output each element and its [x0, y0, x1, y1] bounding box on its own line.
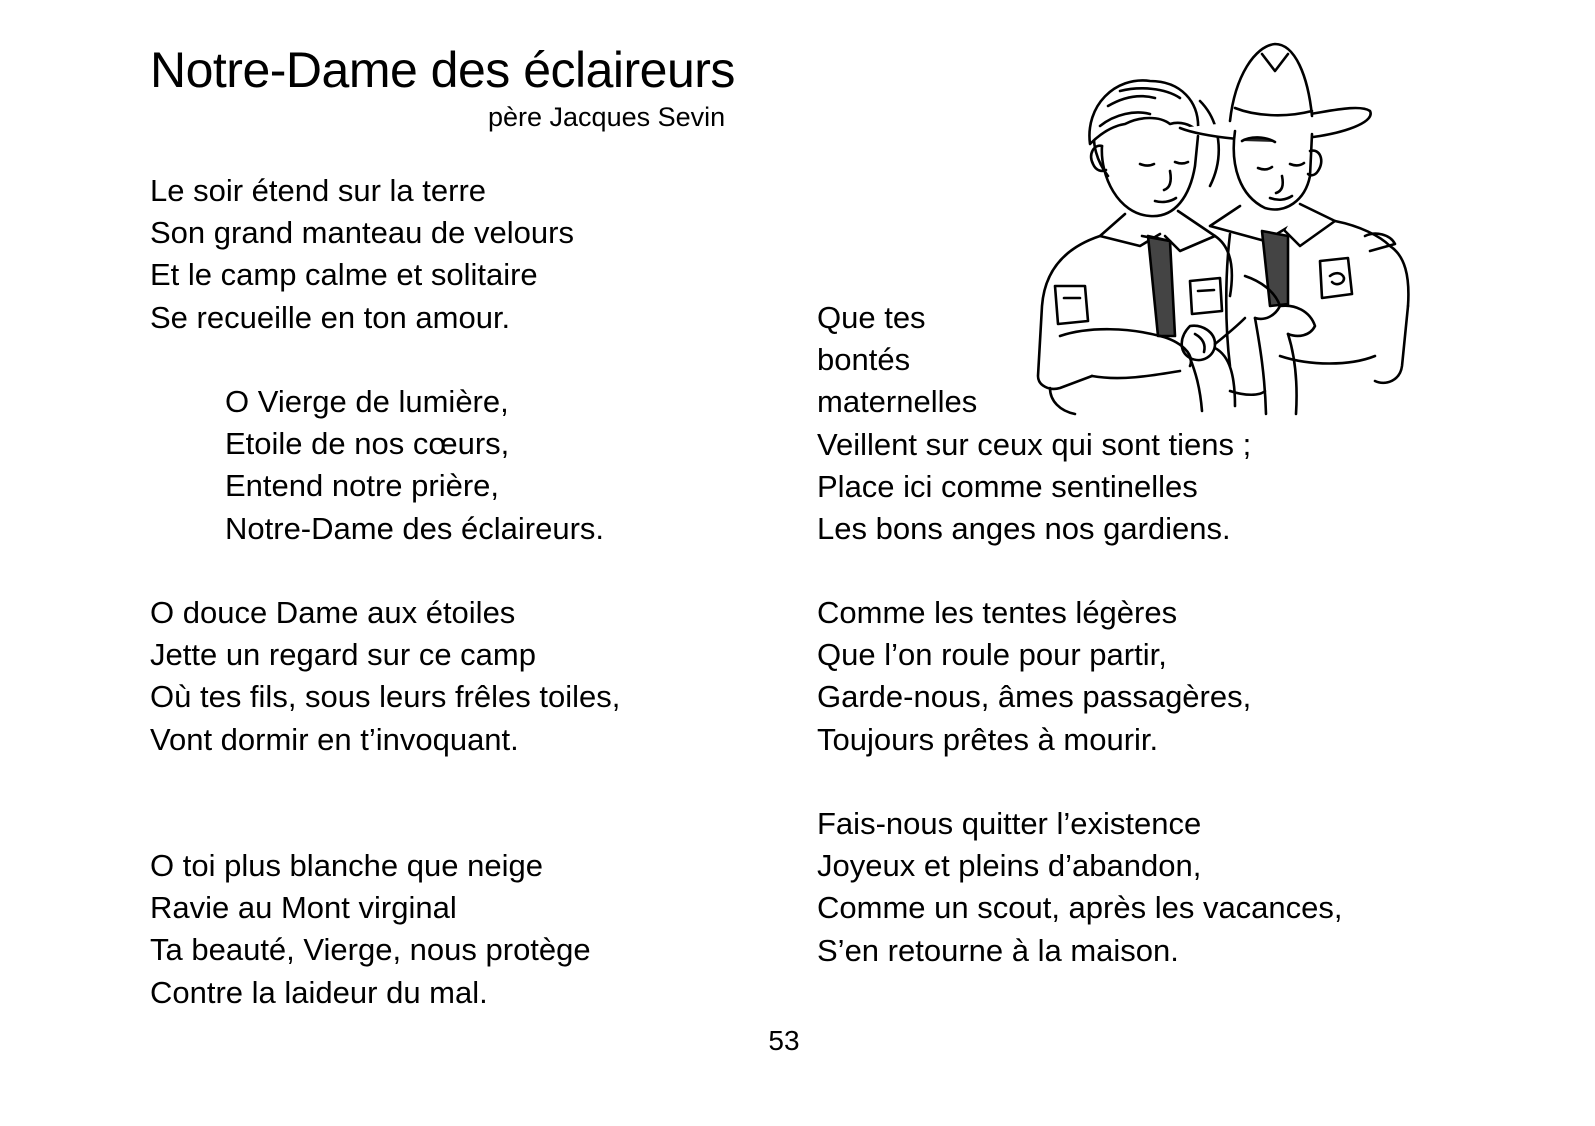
verse-line: Toujours prêtes à mourir.: [817, 721, 1159, 757]
verse-line: O Vierge de lumière,: [225, 384, 509, 419]
verse-line: S’en retourne à la maison.: [817, 932, 1179, 968]
verse-line: bontés: [817, 342, 911, 378]
verse-line: Jette un regard sur ce camp: [150, 637, 536, 673]
scouts-illustration: [1030, 36, 1420, 421]
verse-line: Où tes fils, sous leurs frêles toiles,: [150, 679, 621, 715]
verse-line: Comme un scout, après les vacances,: [817, 890, 1343, 926]
verse-line: Contre la laideur du mal.: [150, 974, 488, 1010]
refrain: [225, 381, 604, 550]
stanza-5: [817, 592, 1251, 761]
verse-line: Comme les tentes légères: [817, 595, 1178, 630]
verse-line: maternelles: [817, 384, 978, 420]
stanza-6: [817, 803, 1343, 972]
stanza-1: [150, 170, 574, 339]
verse-line: Notre-Dame des éclaireurs.: [225, 510, 605, 546]
stanza-2: [150, 592, 620, 761]
verse-line: Fais-nous quitter l’existence: [817, 806, 1202, 841]
verse-line: Garde-nous, âmes passagères,: [817, 679, 1252, 715]
verse-line: Etoile de nos cœurs,: [225, 426, 510, 462]
verse-line: O douce Dame aux étoiles: [150, 595, 516, 630]
verse-line: Les bons anges nos gardiens.: [817, 510, 1231, 546]
verse-line: Que tes: [817, 300, 926, 335]
verse-line: O toi plus blanche que neige: [150, 848, 543, 883]
author-name: père Jacques Sevin: [488, 102, 726, 132]
verse-line: Place ici comme sentinelles: [817, 468, 1198, 504]
verse-line: Ta beauté, Vierge, nous protège: [150, 932, 591, 968]
verse-line: Joyeux et pleins d’abandon,: [817, 848, 1202, 884]
verse-line: Et le camp calme et solitaire: [150, 257, 538, 293]
page-number: 53: [768, 1025, 800, 1056]
verse-line: Veillent sur ceux qui sont tiens ;: [817, 426, 1252, 462]
verse-line: Que l’on roule pour partir,: [817, 637, 1167, 673]
verse-line: Entend notre prière,: [225, 468, 500, 504]
verse-line: Se recueille en ton amour.: [150, 299, 511, 335]
verse-line: Ravie au Mont virginal: [150, 890, 457, 926]
stanza-3: [150, 845, 591, 1014]
verse-line: Vont dormir en t’invoquant.: [150, 721, 519, 757]
verse-line: Le soir étend sur la terre: [150, 173, 487, 208]
verse-line: Son grand manteau de velours: [150, 215, 574, 251]
page-title: Notre-Dame des éclaireurs: [150, 42, 735, 98]
